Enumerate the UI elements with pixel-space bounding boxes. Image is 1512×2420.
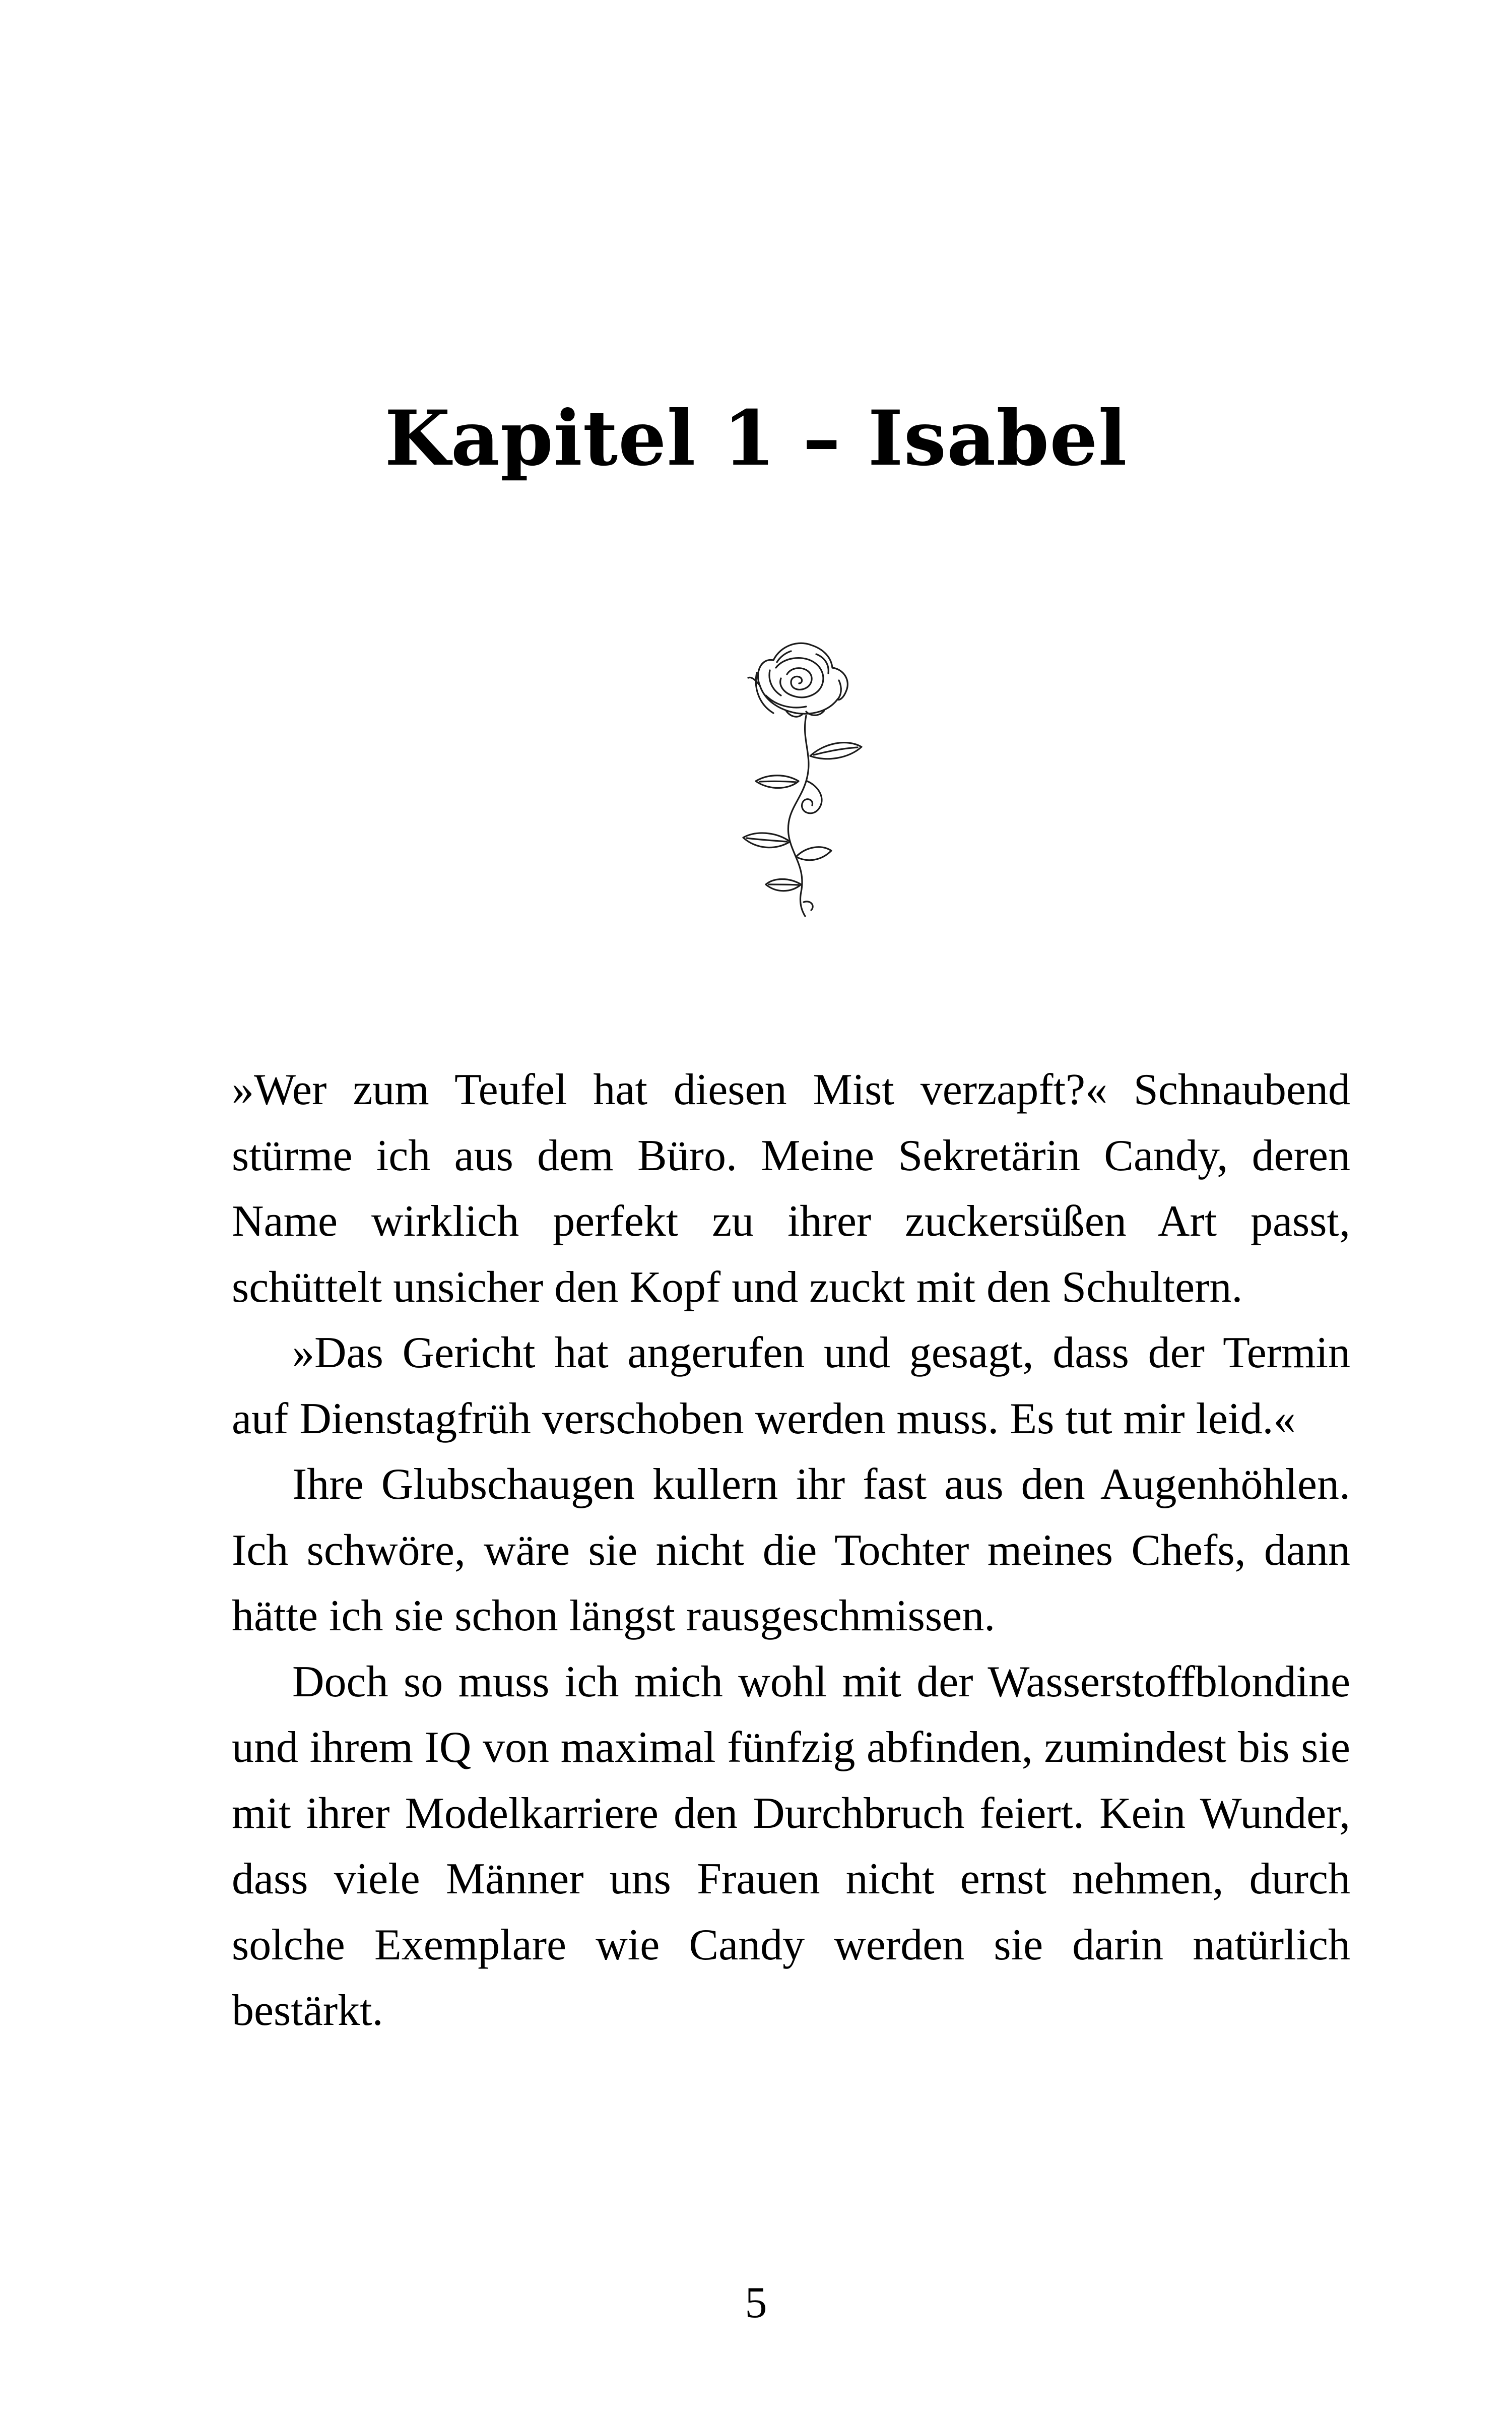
chapter-title: Kapitel 1 – Isabel [384,394,1128,483]
paragraph-4: Doch so muss ich mich wohl mit der Wasserstoffblondine und ihrem IQ von maximal fünfzig abfinden, zumindest bis sie mit ihrer Modelkarriere den Durchbruch feiert. Kein Wunder, dass viele Männer uns Frauen nicht ernst nehmen, durch solche Exemplare wie Candy werden sie darin natürlich bestärkt. [232,1657,1350,2035]
paragraph-2: »Das Gericht hat angerufen und gesagt, dass der Termin auf Dienstagfrüh verschoben werden muss. Es tut mir leid.« [232,1328,1350,1443]
chapter-body [232,1057,1350,2044]
rose-icon [726,630,877,917]
page-number: 5 [745,2278,767,2327]
paragraph-1: »Wer zum Teufel hat diesen Mist verzapft?« Schnaubend stürme ich aus dem Büro. Meine Sekretärin Candy, deren Name wirklich perfekt zu ihrer zuckersüßen Art passt, schüttelt unsicher den Kopf und zuckt mit den Schultern. [232,1065,1350,1312]
paragraph-3: Ihre Glubschaugen kullern ihr fast aus den Augenhöhlen. Ich schwöre, wäre sie nicht die Tochter meines Chefs, dann hätte ich sie schon längst rausgeschmissen. [232,1460,1350,1640]
